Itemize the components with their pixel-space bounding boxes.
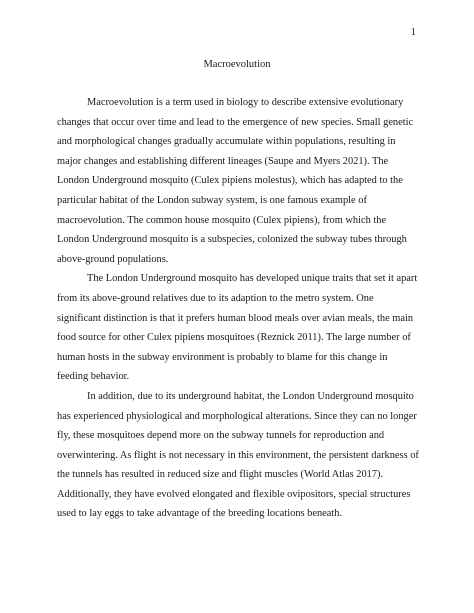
paragraph-2: The London Underground mosquito has developed unique traits that set it apart from its above-ground relatives due to its adaption to the metro system. One significant distinction is that it prefers human blood meals over avian meals, the main food source for other Culex pipiens mosquitoes (Reznick 2011). The large number of human hosts in the subway environment is probably to blame for this change in feeding behavior.: [57, 273, 418, 383]
paragraph-1: Macroevolution is a term used in biology to describe extensive evolutionary changes that occur over time and lead to the emergence of new species. Small genetic and morphological changes gradually accumulate within populations, resulting in major changes and establishing different lineages (Saupe and Myers 2021). The London Underground mosquito (Culex pipiens molestus), which has adapted to the particular habitat of the London subway system, is one famous example of macroevolution. The common house mosquito (Culex pipiens), from which the London Underground mosquito is a subspecies, colonized the subway tubes through above-ground populations.: [57, 97, 414, 265]
paragraph-3: In addition, due to its underground habitat, the London Underground mosquito has experienced physiological and morphological alterations. Since they can no longer fly, these mosquitoes depend more on the subway tunnels for reproduction and overwintering. As flight is not necessary in this environment, the persistent darkness of the tunnels has resulted in reduced size and flight muscles (World Atlas 2017). Additionally, they have evolved elongated and flexible ovipositors, special structures used to lay eggs to take advantage of the breeding locations beneath.: [57, 390, 419, 520]
page-number: 1: [410, 27, 416, 38]
document-body: [57, 93, 419, 524]
document-title: Macroevolution: [203, 59, 271, 70]
